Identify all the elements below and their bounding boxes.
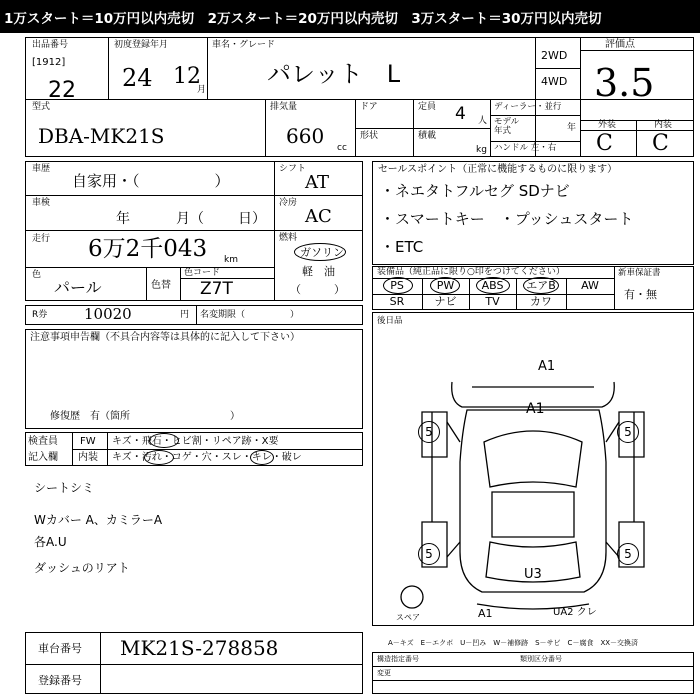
interior-inspect-label: 内装 [78, 452, 98, 463]
damage-front-left-wheel: 5 [418, 421, 440, 443]
mileage-unit: km [224, 255, 238, 265]
body-shape-label: 形状 [360, 131, 379, 141]
interior-grade: C [652, 131, 669, 156]
divider [274, 230, 363, 231]
drive-2wd: 2WD [541, 49, 568, 62]
shift-label: シフト [279, 164, 307, 174]
divider [25, 267, 274, 268]
mileage-value: 6万2千043 [88, 236, 208, 262]
displacement-unit: cc [337, 143, 347, 153]
category-number-label: 類別区分番号 [520, 655, 562, 663]
sales-point-3: ・ETC [380, 238, 424, 256]
damage-front-right-wheel: 5 [617, 421, 639, 443]
fw-label: FW [80, 436, 96, 447]
inspection-label: 車検 [32, 198, 51, 208]
inspection-month: 月（ [176, 211, 204, 227]
divider [580, 50, 694, 51]
gasoline-circle [294, 243, 346, 261]
capacity-unit: 人 [478, 116, 488, 126]
recycle-value: 10020 [84, 305, 132, 323]
interior-checklist: キズ・汚れ・コゲ・穴・スレ・キレ・破レ [112, 452, 302, 463]
divider [372, 680, 694, 681]
warranty-label: 新車保証書 [618, 268, 661, 278]
divider [196, 305, 197, 325]
spare-tire-label: スペア [396, 613, 420, 622]
divider [25, 195, 274, 196]
displacement-value: 660 [286, 124, 325, 148]
color-label: 色 [32, 270, 42, 280]
handle-label: ハンドル 左・右 [494, 143, 557, 153]
shift-value: AT [305, 172, 330, 193]
car-name-grade: パレット L [267, 60, 401, 88]
divider [614, 266, 615, 310]
color-value: パール [54, 278, 102, 297]
inspector-note-4: ダッシュのリアト [34, 561, 130, 575]
damage-legend: A－キズ E－エクボ U－凹み W－補修跡 S－サビ C－腐食 XX－交換済 [388, 639, 639, 647]
registration-number-label: 登録番号 [38, 674, 82, 687]
model-year-label: モデル 年式 [494, 117, 520, 136]
divider [535, 68, 580, 69]
chip-circle [149, 433, 179, 448]
sales-points-label: セールスポイント（正常に機能するものに限ります） [378, 164, 618, 175]
later-items-label: 後日品 [377, 316, 403, 326]
recycle-unit: 円 [180, 310, 190, 320]
divider [274, 161, 275, 301]
recycle-frame [25, 305, 363, 325]
sales-point-1: ・ネエタトフルセグ SDナビ [380, 182, 570, 200]
history-value: 自家用・（ ） [72, 172, 230, 190]
equipment-airbag: エアB [526, 279, 556, 292]
divider [207, 37, 208, 99]
ac-label: 冷房 [279, 198, 298, 208]
equipment-label: 装備品（純正品に限り○印をつけてください） [377, 267, 565, 277]
equipment-sr: SR [389, 295, 405, 308]
fuel-gasoline: ガソリン [300, 246, 344, 259]
ac-value: AC [305, 206, 332, 227]
damage-rear-bumper-right: UA2 クレ [553, 607, 597, 618]
name-change-deadline: 名変期限（ ） [200, 310, 300, 320]
equipment-abs: ABS [481, 279, 504, 292]
first-registration-label: 初度登録年月 [114, 40, 169, 50]
model-code: DBA-MK21S [38, 124, 165, 148]
divider [108, 37, 109, 99]
divider [490, 141, 580, 142]
equipment-navi: ナビ [434, 295, 457, 308]
inspector-label-1: 検査員 [28, 436, 58, 447]
color-code-label: 色コード [184, 268, 221, 278]
color-code: Z7T [200, 279, 233, 299]
damage-rear-left-wheel: 5 [418, 543, 440, 565]
divider [580, 37, 581, 157]
wear-circle [250, 450, 274, 465]
divider [372, 666, 694, 667]
divider [25, 664, 363, 665]
divider [274, 195, 363, 196]
equipment-leather: カワ [530, 295, 552, 308]
ps-circle [383, 277, 413, 294]
lot-number: 22 [48, 78, 76, 103]
inspector-note-2: Wカバー A、カミラーA [34, 513, 163, 527]
grade-score: 3.5 [594, 61, 655, 105]
lot-code: [1912] [32, 57, 66, 68]
change-label: 変更 [377, 669, 391, 677]
stain-circle [144, 450, 174, 465]
displacement-label: 排気量 [270, 102, 298, 112]
door-label: ドア [360, 102, 378, 112]
repair-history: 修復歴 有（箇所 ） [50, 411, 240, 422]
auction-banner: 1万スタート＝10万円以内売切 2万スタート＝20万円以内売切 3万スタート＝30万円以内売切 [0, 0, 700, 33]
load-unit: kg [476, 145, 487, 155]
equipment-tv: TV [485, 295, 500, 308]
history-label: 車歴 [32, 164, 51, 174]
divider [25, 230, 274, 231]
damage-rear-gate: U3 [524, 567, 542, 582]
model-label: 型式 [32, 102, 51, 112]
damage-front-bumper: A1 [538, 359, 556, 374]
divider [100, 632, 101, 694]
equipment-pw: PW [436, 279, 455, 292]
chassis-number-label: 車台番号 [38, 642, 82, 655]
divider [490, 115, 580, 116]
divider [535, 37, 536, 157]
exterior-grade: C [596, 131, 613, 156]
abs-circle [476, 277, 510, 294]
sales-point-2: ・スマートキー ・プッシュスタート [380, 210, 634, 228]
divider [636, 120, 637, 157]
capacity-label: 定員 [418, 102, 437, 112]
dealer-label: ディーラー・並行 [494, 102, 562, 112]
recycle-label: R券 [32, 310, 48, 320]
car-name-label: 車名・グレード [212, 40, 276, 50]
divider [490, 99, 491, 157]
lot-number-label: 出品番号 [32, 40, 69, 50]
structure-spec-number-label: 構造指定番号 [377, 655, 419, 663]
airbag-circle [523, 277, 559, 294]
drive-4wd: 4WD [541, 75, 568, 88]
divider [146, 267, 147, 301]
divider [265, 99, 266, 157]
fuel-label: 燃料 [279, 233, 298, 243]
interior-label: 内装 [654, 120, 673, 130]
damage-rear-bumper-left: A1 [478, 607, 493, 620]
divider [355, 128, 490, 129]
equipment-aw: AW [581, 279, 599, 292]
damage-rear-right-wheel: 5 [617, 543, 639, 565]
capacity-value: 4 [455, 104, 466, 124]
inspection-day: 日） [238, 211, 266, 227]
inspector-note-3: 各A.U [34, 535, 67, 549]
fuel-other: （ ） [290, 283, 345, 296]
divider [72, 449, 363, 450]
mileage-label: 走行 [32, 234, 51, 244]
fw-checklist: キズ・飛石・ヒビ割・リペア跡・X要 [112, 436, 279, 447]
divider [107, 432, 108, 466]
first-registration-month: 12 [173, 64, 201, 89]
fuel-light-oil: 軽 油 [302, 265, 335, 278]
warranty-value: 有・無 [624, 288, 657, 301]
chassis-number: MK21S-278858 [120, 636, 279, 660]
grade-label: 評価点 [605, 39, 635, 50]
notes-label: 注意事項申告欄（不具合内容等は具体的に記入して下さい） [30, 332, 300, 343]
damage-hood: A1 [526, 401, 545, 417]
inspector-note-1: シートシミ [34, 481, 95, 495]
model-year-unit: 年 [567, 123, 577, 133]
month-unit: 月 [197, 85, 207, 95]
inspection-year: 年 [116, 211, 130, 227]
load-label: 積載 [418, 131, 437, 141]
first-registration-year: 24 [122, 64, 153, 92]
repaint-label: 色替 [151, 280, 171, 291]
pw-circle [430, 277, 460, 294]
divider [180, 267, 181, 301]
inspector-label-2: 記入欄 [28, 452, 58, 463]
exterior-label: 外装 [598, 120, 617, 130]
equipment-ps: PS [390, 279, 404, 292]
divider [72, 432, 73, 466]
